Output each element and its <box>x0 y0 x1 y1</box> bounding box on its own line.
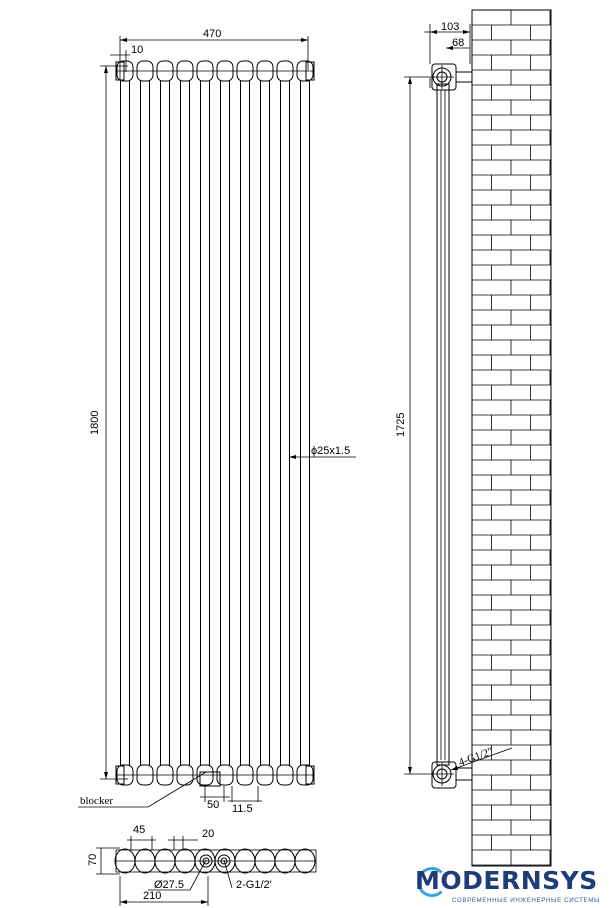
top-callouts <box>148 860 272 891</box>
top-connection-label: 2-G1/2' <box>236 879 272 891</box>
end-offset-dimension <box>110 44 143 72</box>
top-view <box>87 824 316 906</box>
width-dimension <box>120 28 308 80</box>
front-view <box>78 28 356 815</box>
depth-dimension <box>424 21 470 64</box>
centers-label: 1725 <box>395 412 407 437</box>
blocker-callout <box>78 772 206 807</box>
wall-outline <box>472 10 551 866</box>
height-dimension <box>89 66 128 779</box>
radiator-side <box>430 64 472 788</box>
side-depth-label: 103 <box>441 21 460 33</box>
end-offset-label: 10 <box>131 44 144 56</box>
top-view-body <box>115 849 316 873</box>
bottom-dim-11-5: 11.5 <box>232 803 253 815</box>
tube-diameter-label: ϕ25x1.5 <box>311 445 351 457</box>
top-header <box>116 61 314 81</box>
spacing-label: 45 <box>133 824 146 836</box>
bottom-header <box>116 765 314 785</box>
side-connection-label: 4-G1/2" <box>456 745 495 769</box>
bottom-dim-50: 50 <box>207 799 220 811</box>
spacing-dimension <box>127 824 214 850</box>
radiator-columns <box>121 80 310 766</box>
brick-wall <box>472 10 551 866</box>
diameter-label: Ø27.5 <box>154 879 184 891</box>
blocker-label: blocker <box>80 795 113 807</box>
wall-offset-label: 68 <box>452 37 465 49</box>
brand-name: MODERNSYS <box>415 866 598 895</box>
connection-callout <box>451 745 512 770</box>
top-depth-label: 70 <box>87 853 99 866</box>
height-label: 1800 <box>89 410 101 435</box>
brand-logo <box>415 866 615 908</box>
brand-tagline: СОВРЕМЕННЫЕ ИНЖЕНЕРНЫЕ СИСТЕМЫ <box>452 897 601 904</box>
centers-dimension <box>395 77 430 774</box>
width-label: 470 <box>203 28 222 40</box>
side-view <box>395 10 551 866</box>
tube-callout <box>289 445 356 459</box>
top-length-label: 210 <box>143 890 162 902</box>
gap-label: 20 <box>202 828 215 840</box>
